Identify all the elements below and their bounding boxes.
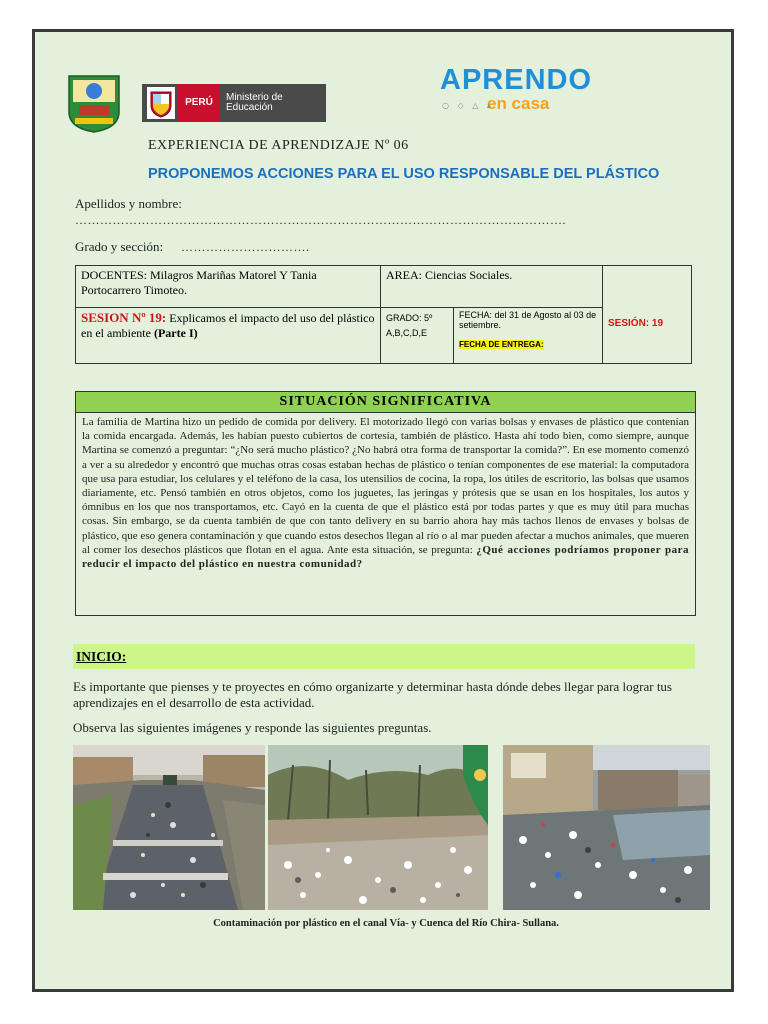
- situation-heading: SITUACIÓN SIGNIFICATIVA: [76, 392, 695, 413]
- delivery-date-label: FECHA DE ENTREGA:: [459, 340, 544, 349]
- flooded-street-garbage-photo: [503, 745, 710, 910]
- session-title: Explicamos el impacto del uso del plástico en el ambiente: [81, 311, 375, 340]
- grade-fill-line: ………………………….: [181, 240, 310, 254]
- brand-dots-icon: ○ ◇ △ ▴: [442, 101, 494, 110]
- canal-pollution-photo: [73, 745, 265, 910]
- name-fill-line: ……………………………………………………………………………………………………….: [75, 213, 566, 227]
- teachers-text: DOCENTES: Milagros Mariñas Matorel Y Tania Portocarrero Timoteo.: [81, 268, 317, 297]
- coat-of-arms-icon: [147, 87, 175, 119]
- experience-number: EXPERIENCIA DE APRENDIZAJE Nº 06: [148, 138, 409, 153]
- area-cell: [381, 266, 603, 308]
- area-text: AREA: Ciencias Sociales.: [386, 268, 513, 282]
- session-title-cell: [76, 308, 381, 364]
- session-info-table: [75, 265, 692, 364]
- teachers-cell: [76, 266, 381, 308]
- observe-instruction: Observa las siguientes imágenes y responde las siguientes preguntas.: [73, 720, 432, 735]
- ministry-logo: [142, 84, 326, 122]
- brand-main: APRENDO: [440, 64, 593, 96]
- photos-caption: Contaminación por plástico en el canal Vía- y Cuenca del Río Chira- Sullana.: [213, 918, 559, 929]
- inicio-heading: INICIO:: [73, 644, 695, 669]
- ministry-country: PERÚ: [178, 84, 220, 122]
- inicio-paragraph: Es importante que pienses y te proyectes en cómo organizarte y determinar hasta dónde debes llegar para lograr tus aprendizajes en el desarrollo de esta actividad.: [73, 679, 672, 710]
- aprendo-en-casa-logo: [440, 64, 593, 113]
- session-label: SESION Nº 19:: [81, 310, 167, 325]
- grade-cell: [381, 308, 454, 364]
- session-number: SESIÓN: 19: [608, 318, 664, 329]
- date-cell: [454, 308, 603, 364]
- situation-question: ¿Qué acciones podríamos proponer para reducir el impacto del plástico en nuestra comunidad?: [82, 543, 689, 571]
- grade-label: Grado y sección:: [75, 239, 164, 254]
- worksheet-page: [32, 29, 734, 992]
- date-value: FECHA: del 31 de Agosto al 03 de setiembre.: [459, 310, 597, 330]
- name-label: Apellidos y nombre:: [75, 196, 182, 211]
- grade-value: GRADO: 5º A,B,C,D,E: [386, 313, 433, 338]
- ministry-name: Ministerio de Educación: [226, 92, 283, 113]
- session-number-cell: [603, 266, 692, 364]
- brand-sub: en casa: [487, 94, 550, 113]
- situation-text: [76, 413, 695, 571]
- school-logo: [65, 72, 123, 134]
- situation-body: La familia de Martina hizo un pedido de comida por delivery. El motorizado llegó con varias bolsas y envases de plástico que contenían la comida encargada. Además, les habían puesto cubiertos de cortesía, también de plástico. Hasta ahí todo bien, como siempre, aunque Martina se comenzó a preguntar: “¿No será mucho plástico? ¿No habrá otra forma de transportar la comida?”. En ese momento comenzó a ver a su alrededor y encontró que muchas otras cosas estaban hechas de plástico o tenían componentes de ese material: la computadora que usa para estudiar, los celulares y el teléfono de la casa, los utensilios de cocina, la ropa, los útiles de escritorio, las bolsas que usamos diariamente, etc. Pensó también en otros objetos, como los juguetes, las jeringas y prótesis que se usan en los hospitales, los autos y ómnibus en los que nos transportamos, etc. Cayó en la cuenta de que el plástico está por todas partes y que es muy útil para muchas cosas. Sin embargo, se da cuenta también de que con tanto delivery en su barrio ahora hay más tachos llenos de envases y bolsas de plástico, que eso genera contaminación y que cuando estos desechos llegan al río o al mar pueden afectar a muchos animales, que mueren al comer los desechos plásticos que flotan en el agua. Ante esta situación, se pregunta:: [82, 416, 689, 556]
- session-part: (Parte I): [153, 326, 198, 340]
- significant-situation-box: [75, 391, 696, 616]
- riverbank-garbage-photo: [268, 745, 488, 910]
- document-title: PROPONEMOS ACCIONES PARA EL USO RESPONSABLE DEL PLÁSTICO: [148, 166, 660, 182]
